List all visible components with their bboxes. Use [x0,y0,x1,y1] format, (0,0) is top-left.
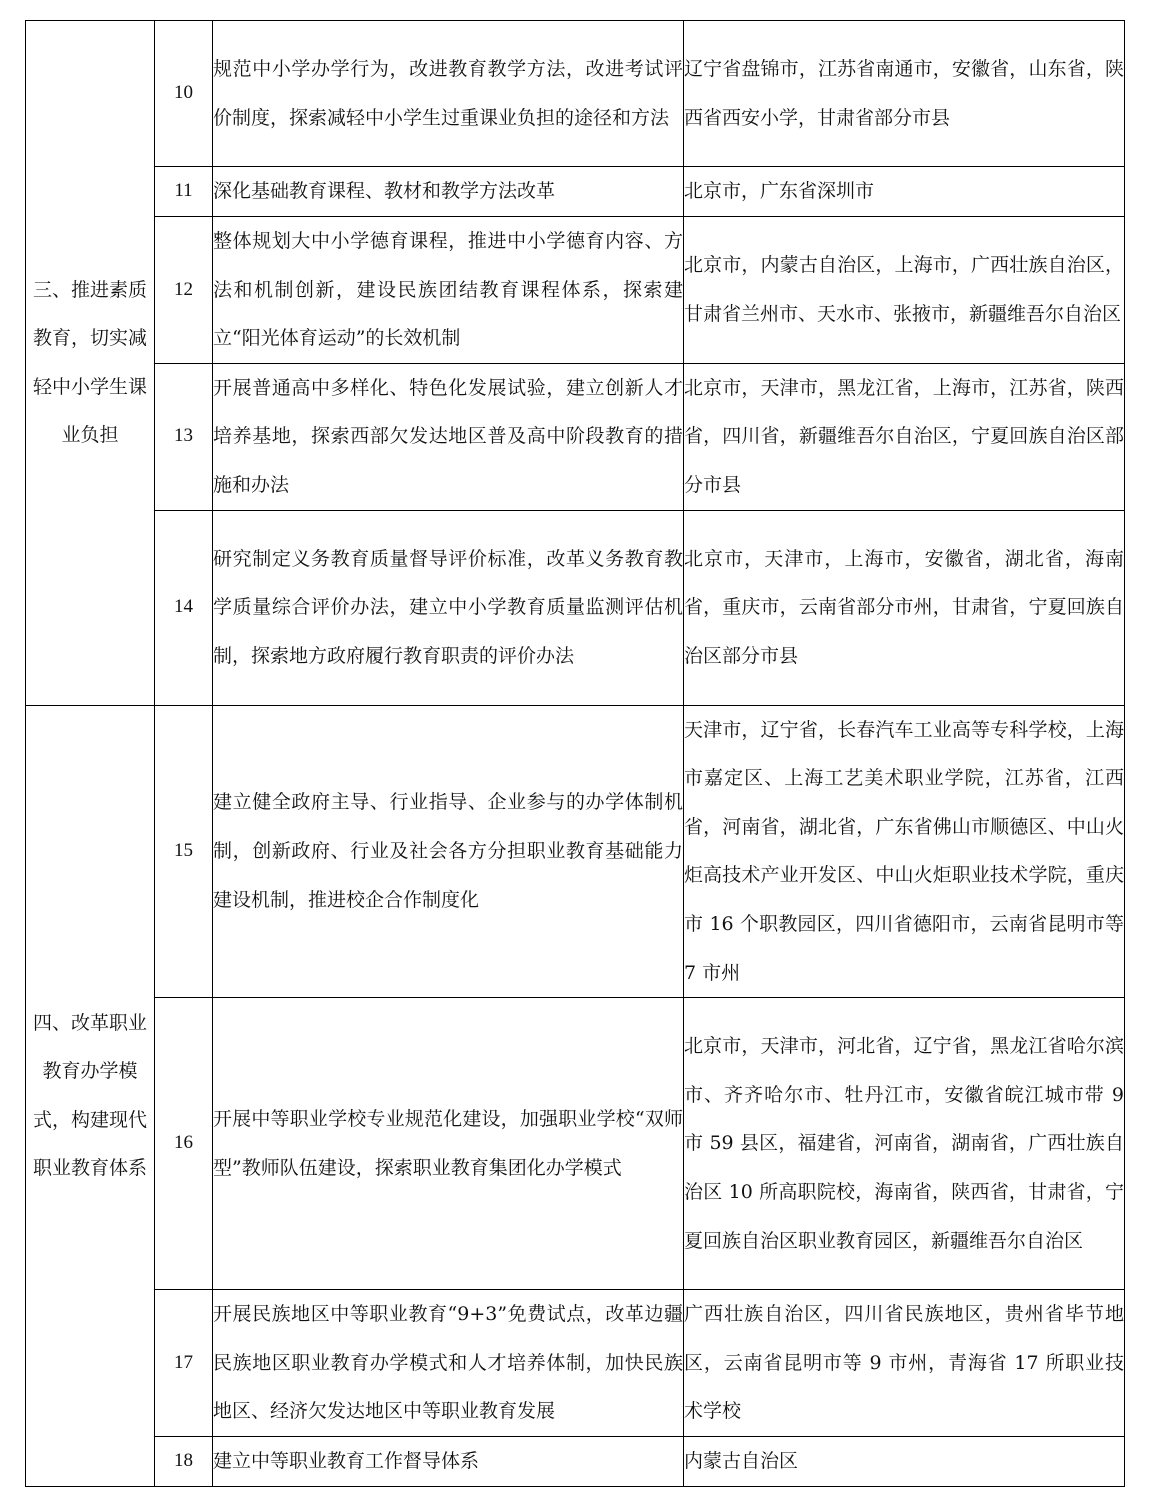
task-description: 开展普通高中多样化、特色化发展试验，建立创新人才培养基地，探索西部欠发达地区普及高中阶段教育的措施和办法 [213,363,684,510]
task-description: 建立中等职业教育工作督导体系 [213,1436,684,1486]
table-row [26,21,1125,167]
task-description: 深化基础教育课程、教材和教学方法改革 [213,167,684,217]
task-description: 规范中小学办学行为，改进教育教学方法，改进考试评价制度，探索减轻中小学生过重课业负担的途径和方法 [213,21,684,167]
row-number: 17 [155,1290,213,1437]
table-row [26,363,1125,510]
task-description: 整体规划大中小学德育课程，推进中小学德育内容、方法和机制创新，建设民族团结教育课程体系，探索建立“阳光体育运动”的长效机制 [213,217,684,364]
table-row [26,510,1125,705]
pilot-regions: 内蒙古自治区 [684,1436,1125,1486]
task-description: 研究制定义务教育质量督导评价标准，改革义务教育教学质量综合评价办法，建立中小学教育质量监测评估机制，探索地方政府履行教育职责的评价办法 [213,510,684,705]
row-number: 10 [155,21,213,167]
pilot-regions: 北京市，天津市，河北省，辽宁省，黑龙江省哈尔滨市、齐齐哈尔市、牡丹江市，安徽省皖江城市带 9 市 59 县区，福建省，河南省，湖南省，广西壮族自治区 10 所高职院校，海南省，陕西省，甘肃省，宁夏回族自治区职业教育园区，新疆维吾尔自治区 [684,998,1125,1290]
pilot-regions: 广西壮族自治区，四川省民族地区，贵州省毕节地区，云南省昆明市等 9 市州，青海省 17 所职业技术学校 [684,1290,1125,1437]
task-description: 开展民族地区中等职业教育“9+3”免费试点，改革边疆民族地区职业教育办学模式和人才培养体制，加快民族地区、经济欠发达地区中等职业教育发展 [213,1290,684,1437]
row-number: 13 [155,363,213,510]
row-number: 15 [155,705,213,998]
table-row [26,1436,1125,1486]
table-row [26,217,1125,364]
pilot-projects-table [25,20,1125,1487]
table-row [26,167,1125,217]
row-number: 14 [155,510,213,705]
row-number: 16 [155,998,213,1290]
pilot-regions: 天津市，辽宁省，长春汽车工业高等专科学校，上海市嘉定区、上海工艺美术职业学院，江苏省，江西省，河南省，湖北省，广东省佛山市顺德区、中山火炬高技术产业开发区、中山火炬职业技术学院，重庆市 16 个职教园区，四川省德阳市，云南省昆明市等 7 市州 [684,705,1125,998]
pilot-regions: 北京市，天津市，上海市，安徽省，湖北省，海南省，重庆市，云南省部分市州，甘肃省，宁夏回族自治区部分市县 [684,510,1125,705]
pilot-regions: 辽宁省盘锦市，江苏省南通市，安徽省，山东省，陕西省西安小学，甘肃省部分市县 [684,21,1125,167]
task-description: 建立健全政府主导、行业指导、企业参与的办学体制机制，创新政府、行业及社会各方分担职业教育基础能力建设机制，推进校企合作制度化 [213,705,684,998]
row-number: 12 [155,217,213,364]
table-row [26,998,1125,1290]
pilot-regions: 北京市，内蒙古自治区，上海市，广西壮族自治区，甘肃省兰州市、天水市、张掖市，新疆维吾尔自治区 [684,217,1125,364]
task-description: 开展中等职业学校专业规范化建设，加强职业学校“双师型”教师队伍建设，探索职业教育集团化办学模式 [213,998,684,1290]
row-number: 11 [155,167,213,217]
pilot-regions: 北京市，广东省深圳市 [684,167,1125,217]
table-row [26,1290,1125,1437]
category-cell: 三、推进素质教育，切实减轻中小学生课业负担 [26,21,155,706]
row-number: 18 [155,1436,213,1486]
pilot-regions: 北京市，天津市，黑龙江省，上海市，江苏省，陕西省，四川省，新疆维吾尔自治区，宁夏回族自治区部分市县 [684,363,1125,510]
table-row [26,705,1125,998]
category-cell: 四、改革职业教育办学模式，构建现代职业教育体系 [26,705,155,1486]
